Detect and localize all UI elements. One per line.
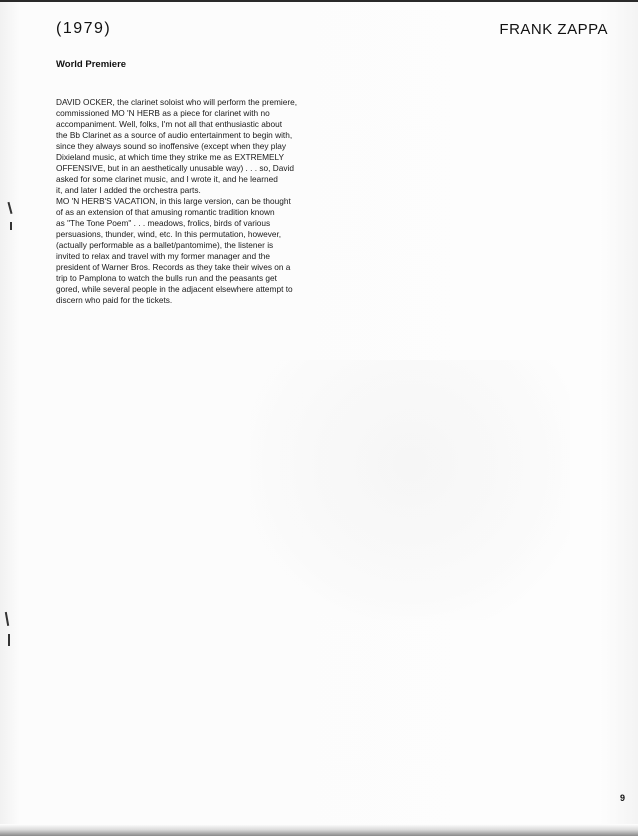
header-year: (1979) <box>56 20 112 37</box>
paragraph-1: DAVID OCKER, the clarinet soloist who will perform the premiere, commissioned MO 'N HERB as a piece for clarinet with no accompaniment. Well, folks, I'm not all that enthusiastic about the Bb Clarinet as a source of audio entertainment to begin with, since they always sound so inoffensive (except when they play Dixieland music, at which time they strike me as EXTREMELY OFFENSIVE, but in an aesthetically unusable way) . . . so, David asked for some clarinet music, and I wrote it, and he learned it, and later I added the orchestra parts. <box>56 97 297 195</box>
section-subtitle: World Premiere <box>56 59 127 70</box>
binding-mark-lower-2 <box>8 634 10 646</box>
paragraph-2: MO 'N HERB'S VACATION, in this large version, can be thought of as an extension of that amusing romantic tradition known as "The Tone Poem" . . . meadows, frolics, birds of various persuasions, thunder, wind, etc. In this permutation, however, (actually performable as a ballet/pantomime), the listener is invited to relax and travel with my former manager and the president of Warner Bros. Records as they take their wives on a trip to Pamplona to watch the bulls run and the peasants get gored, while several people in the adjacent elsewhere attempt to discern who paid for the tickets. <box>56 196 293 305</box>
bleed-through-shadow <box>250 360 570 620</box>
page-top-edge <box>0 0 638 2</box>
page-number: 9 <box>619 793 625 803</box>
binding-mark-upper-2 <box>10 222 12 230</box>
page-bottom-edge <box>0 824 638 836</box>
header-composer: FRANK ZAPPA <box>499 21 608 38</box>
binding-mark-lower <box>5 612 9 626</box>
program-notes <box>56 97 341 306</box>
binding-mark-upper <box>7 202 12 214</box>
